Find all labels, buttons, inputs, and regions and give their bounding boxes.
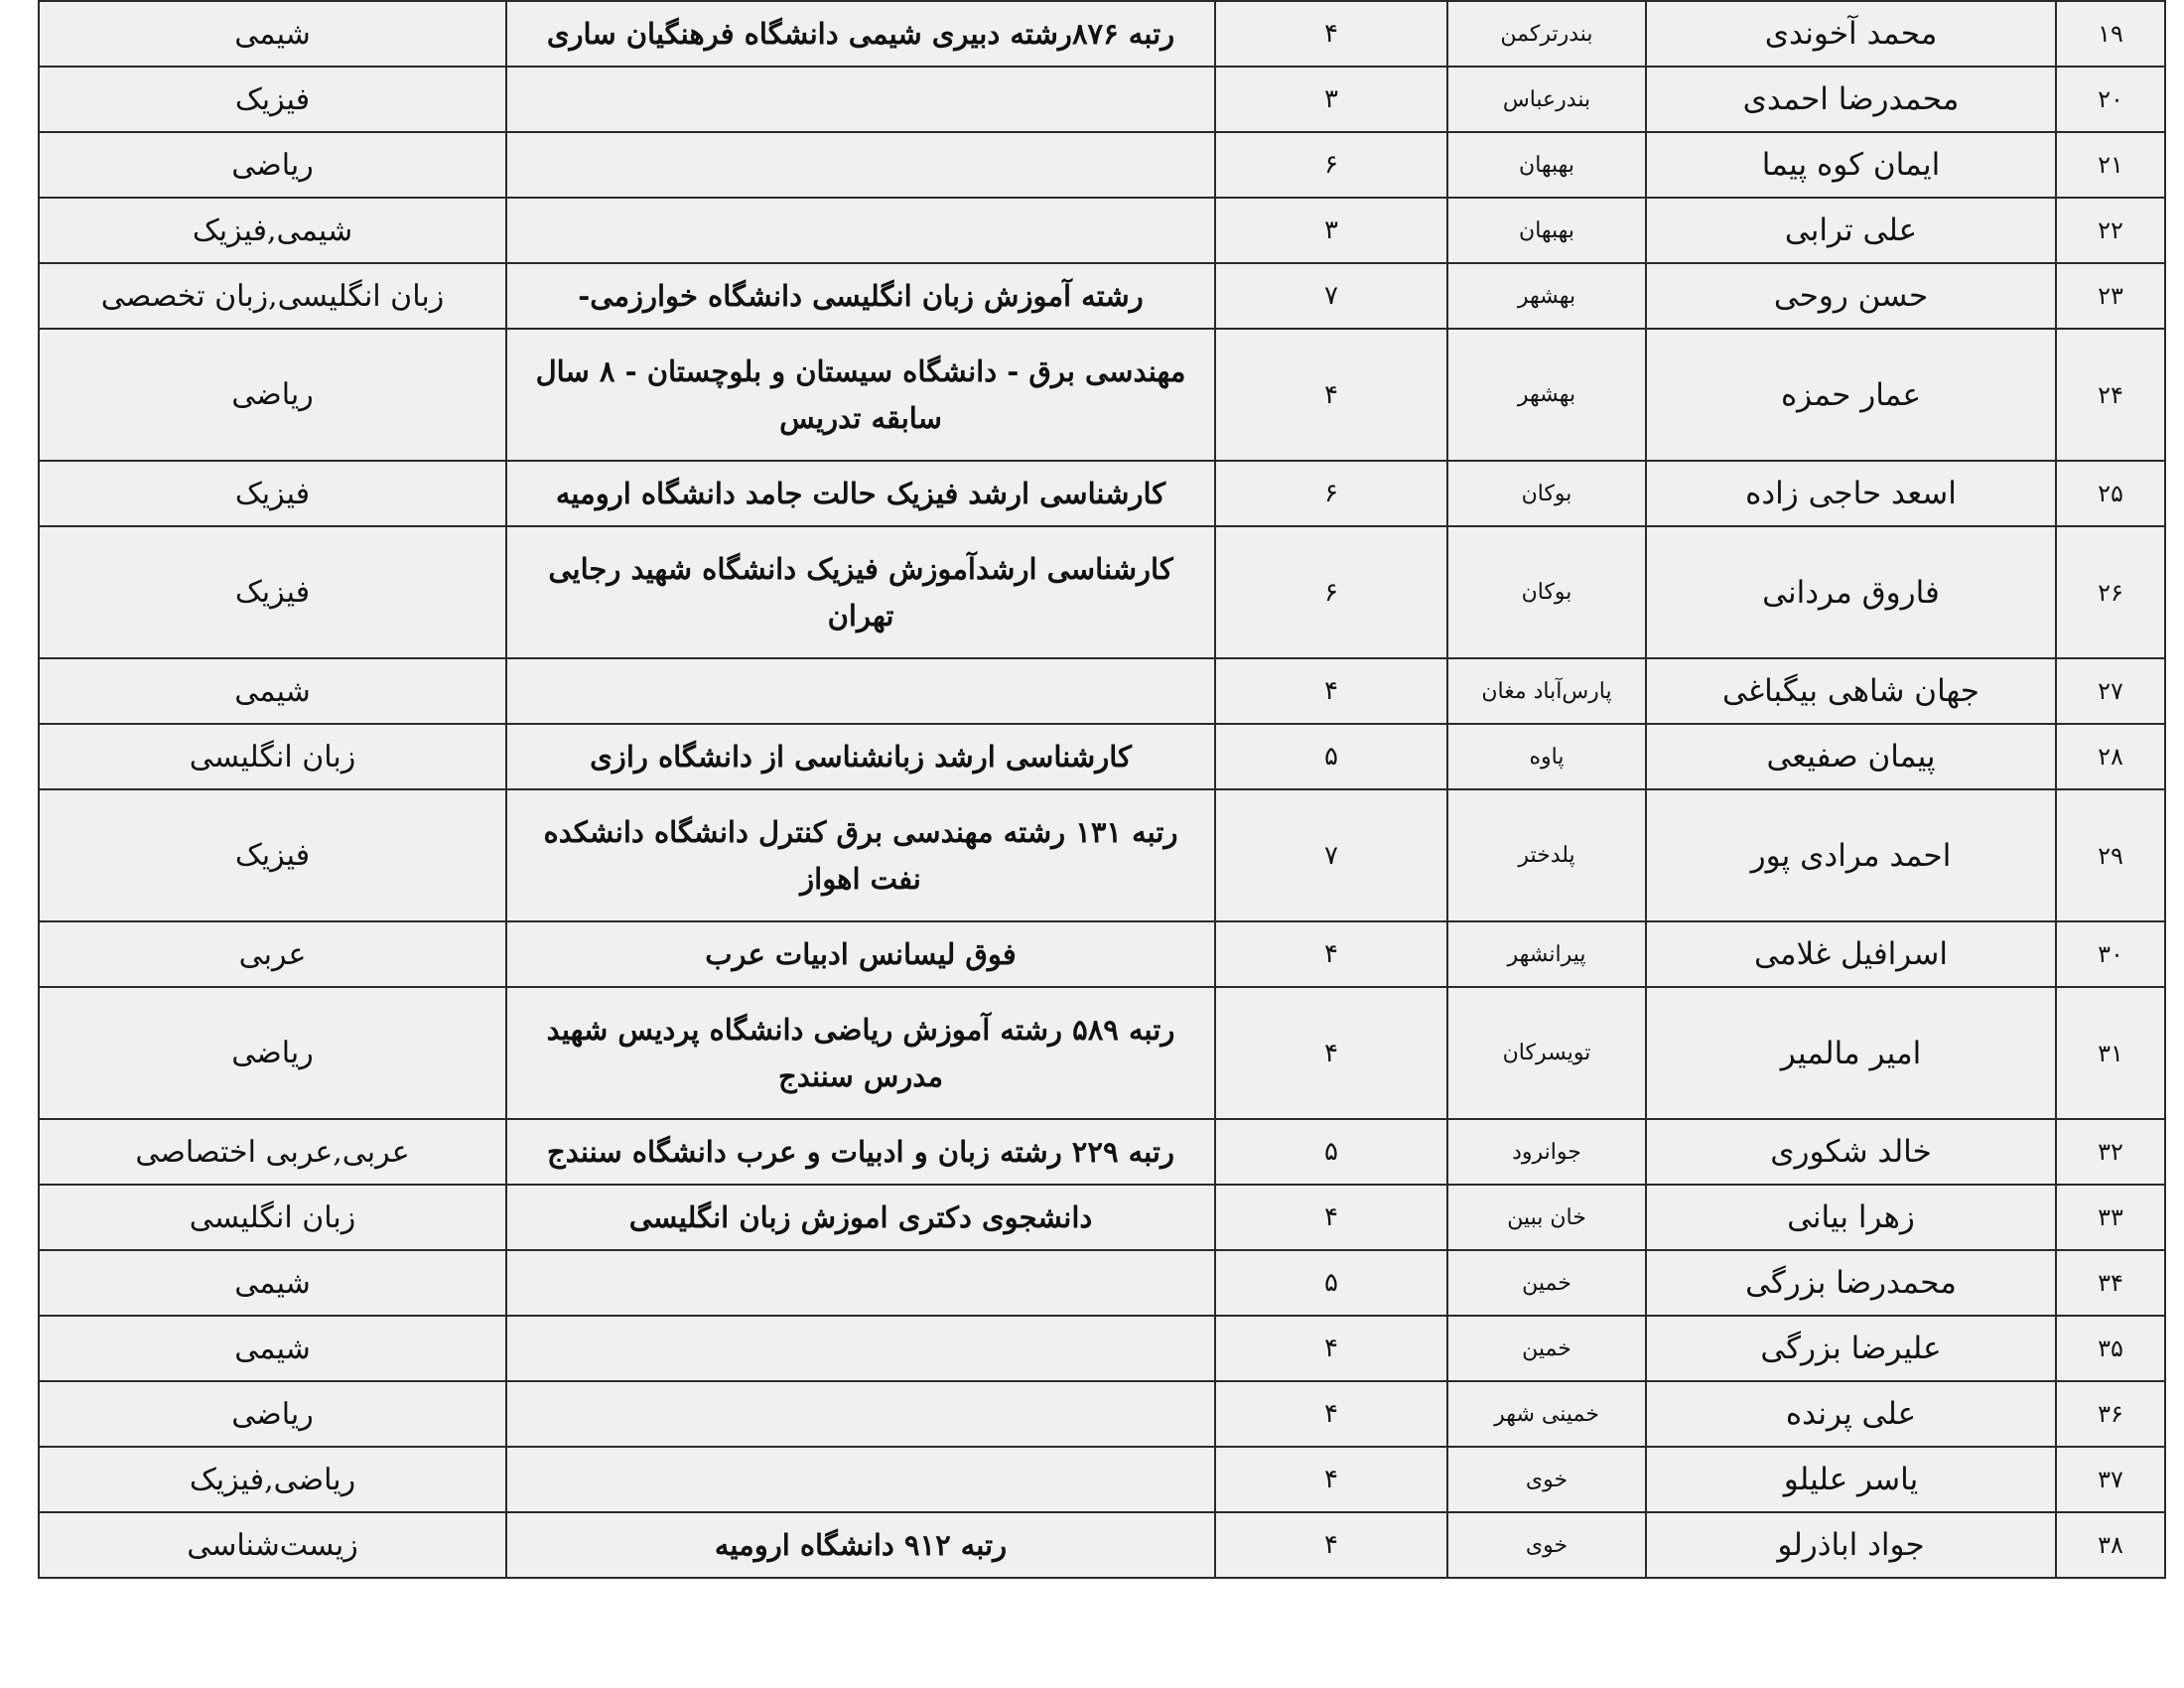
city-cell: خمین xyxy=(1447,1316,1646,1381)
city-cell: بندرترکمن xyxy=(1447,1,1646,67)
experience-years-cell: ۳ xyxy=(1215,198,1447,263)
experience-years-cell: ۴ xyxy=(1215,1512,1447,1578)
qualification-note-cell: فوق لیسانس ادبیات عرب xyxy=(506,921,1215,987)
row-number-cell: ۳۰ xyxy=(2056,921,2165,987)
city-cell: بوکان xyxy=(1447,461,1646,526)
table-row xyxy=(39,724,2165,789)
row-number-cell: ۲۰ xyxy=(2056,67,2165,132)
subject-cell: فیزیک xyxy=(39,526,506,658)
qualification-note-cell xyxy=(506,1381,1215,1447)
teacher-name-cell: اسعد حاجی زاده xyxy=(1646,461,2056,526)
row-number-cell: ۲۵ xyxy=(2056,461,2165,526)
table-row xyxy=(39,921,2165,987)
teacher-name-cell: علی پرنده xyxy=(1646,1381,2056,1447)
experience-years-cell: ۴ xyxy=(1215,921,1447,987)
teacher-name-cell: زهرا بیانی xyxy=(1646,1185,2056,1250)
row-number-cell: ۲۷ xyxy=(2056,658,2165,724)
qualification-note-cell: کارشناسی ارشدآموزش فیزیک دانشگاه شهید رجایی تهران xyxy=(506,526,1215,658)
table-row xyxy=(39,987,2165,1119)
qualification-note-cell: کارشناسی ارشد فیزیک حالت جامد دانشگاه ارومیه xyxy=(506,461,1215,526)
experience-years-cell: ۴ xyxy=(1215,1185,1447,1250)
row-number-cell: ۳۶ xyxy=(2056,1381,2165,1447)
table-row xyxy=(39,1381,2165,1447)
subject-cell: شیمی xyxy=(39,658,506,724)
subject-cell: ریاضی xyxy=(39,329,506,461)
row-number-cell: ۲۹ xyxy=(2056,789,2165,921)
subject-cell: زبان انگلیسی xyxy=(39,1185,506,1250)
city-cell: خوی xyxy=(1447,1512,1646,1578)
table-row xyxy=(39,461,2165,526)
qualification-note-cell: رتبه ۸۷۶رشته دبیری شیمی دانشگاه فرهنگیان ساری xyxy=(506,1,1215,67)
qualification-note-cell: رتبه ۹۱۲ دانشگاه ارومیه xyxy=(506,1512,1215,1578)
city-cell: بندرعباس xyxy=(1447,67,1646,132)
experience-years-cell: ۴ xyxy=(1215,1316,1447,1381)
subject-cell: شیمی xyxy=(39,1250,506,1316)
table-row xyxy=(39,1316,2165,1381)
qualification-note-cell xyxy=(506,67,1215,132)
city-cell: پیرانشهر xyxy=(1447,921,1646,987)
teacher-name-cell: امیر مالمیر xyxy=(1646,987,2056,1119)
table-row xyxy=(39,1447,2165,1512)
row-number-cell: ۲۱ xyxy=(2056,132,2165,198)
table-row xyxy=(39,1250,2165,1316)
table-row xyxy=(39,658,2165,724)
subject-cell: زیست‌شناسی xyxy=(39,1512,506,1578)
experience-years-cell: ۴ xyxy=(1215,987,1447,1119)
qualification-note-cell: دانشجوی دکتری اموزش زبان انگلیسی xyxy=(506,1185,1215,1250)
subject-cell: ریاضی xyxy=(39,132,506,198)
teacher-name-cell: اسرافیل غلامی xyxy=(1646,921,2056,987)
teacher-name-cell: علیرضا بزرگی xyxy=(1646,1316,2056,1381)
experience-years-cell: ۷ xyxy=(1215,789,1447,921)
subject-cell: ریاضی,فیزیک xyxy=(39,1447,506,1512)
teacher-name-cell: جهان شاهی بیگباغی xyxy=(1646,658,2056,724)
row-number-cell: ۲۲ xyxy=(2056,198,2165,263)
teacher-name-cell: محمد آخوندی xyxy=(1646,1,2056,67)
teacher-name-cell: یاسر علیلو xyxy=(1646,1447,2056,1512)
subject-cell: فیزیک xyxy=(39,461,506,526)
city-cell: خمینی شهر xyxy=(1447,1381,1646,1447)
subject-cell: شیمی xyxy=(39,1316,506,1381)
experience-years-cell: ۴ xyxy=(1215,1381,1447,1447)
city-cell: بهشهر xyxy=(1447,329,1646,461)
subject-cell: زبان انگلیسی xyxy=(39,724,506,789)
subject-cell: فیزیک xyxy=(39,789,506,921)
city-cell: بوکان xyxy=(1447,526,1646,658)
subject-cell: فیزیک xyxy=(39,67,506,132)
row-number-cell: ۲۶ xyxy=(2056,526,2165,658)
experience-years-cell: ۵ xyxy=(1215,1250,1447,1316)
teacher-table-body xyxy=(39,1,2165,1578)
table-row xyxy=(39,67,2165,132)
qualification-note-cell xyxy=(506,132,1215,198)
city-cell: خان ببین xyxy=(1447,1185,1646,1250)
qualification-note-cell xyxy=(506,658,1215,724)
city-cell: بهبهان xyxy=(1447,198,1646,263)
experience-years-cell: ۳ xyxy=(1215,67,1447,132)
teacher-name-cell: ایمان کوه پیما xyxy=(1646,132,2056,198)
teacher-name-cell: پیمان صفیعی xyxy=(1646,724,2056,789)
teacher-name-cell: حسن روحی xyxy=(1646,263,2056,329)
row-number-cell: ۳۴ xyxy=(2056,1250,2165,1316)
row-number-cell: ۳۱ xyxy=(2056,987,2165,1119)
subject-cell: ریاضی xyxy=(39,987,506,1119)
row-number-cell: ۳۲ xyxy=(2056,1119,2165,1185)
teacher-table xyxy=(38,0,2166,1579)
teacher-name-cell: خالد شکوری xyxy=(1646,1119,2056,1185)
table-row xyxy=(39,1119,2165,1185)
experience-years-cell: ۶ xyxy=(1215,132,1447,198)
city-cell: جوانرود xyxy=(1447,1119,1646,1185)
row-number-cell: ۳۸ xyxy=(2056,1512,2165,1578)
teacher-name-cell: محمدرضا بزرگی xyxy=(1646,1250,2056,1316)
subject-cell: زبان انگلیسی,زبان تخصصی xyxy=(39,263,506,329)
city-cell: بهشهر xyxy=(1447,263,1646,329)
table-row xyxy=(39,1185,2165,1250)
qualification-note-cell: رتبه ۱۳۱ رشته مهندسی برق کنترل دانشگاه دانشکده نفت اهواز xyxy=(506,789,1215,921)
teacher-name-cell: محمدرضا احمدی xyxy=(1646,67,2056,132)
qualification-note-cell: کارشناسی ارشد زبانشناسی از دانشگاه رازی xyxy=(506,724,1215,789)
city-cell: تویسرکان xyxy=(1447,987,1646,1119)
row-number-cell: ۳۳ xyxy=(2056,1185,2165,1250)
city-cell: بهبهان xyxy=(1447,132,1646,198)
subject-cell: شیمی,فیزیک xyxy=(39,198,506,263)
experience-years-cell: ۴ xyxy=(1215,1,1447,67)
city-cell: خوی xyxy=(1447,1447,1646,1512)
subject-cell: عربی xyxy=(39,921,506,987)
qualification-note-cell xyxy=(506,198,1215,263)
table-row xyxy=(39,198,2165,263)
experience-years-cell: ۶ xyxy=(1215,526,1447,658)
city-cell: پارس‌آباد مغان xyxy=(1447,658,1646,724)
qualification-note-cell xyxy=(506,1447,1215,1512)
table-row xyxy=(39,1512,2165,1578)
qualification-note-cell xyxy=(506,1316,1215,1381)
experience-years-cell: ۵ xyxy=(1215,1119,1447,1185)
qualification-note-cell: مهندسی برق - دانشگاه سیستان و بلوچستان - ۸ سال سابقه تدریس xyxy=(506,329,1215,461)
qualification-note-cell: رتبه ۲۲۹ رشته زبان و ادبیات و عرب دانشگاه سنندج xyxy=(506,1119,1215,1185)
experience-years-cell: ۶ xyxy=(1215,461,1447,526)
row-number-cell: ۱۹ xyxy=(2056,1,2165,67)
experience-years-cell: ۴ xyxy=(1215,329,1447,461)
table-row xyxy=(39,329,2165,461)
experience-years-cell: ۴ xyxy=(1215,1447,1447,1512)
subject-cell: عربی,عربی اختصاصی xyxy=(39,1119,506,1185)
qualification-note-cell xyxy=(506,1250,1215,1316)
subject-cell: ریاضی xyxy=(39,1381,506,1447)
subject-cell: شیمی xyxy=(39,1,506,67)
city-cell: خمین xyxy=(1447,1250,1646,1316)
teacher-name-cell: فاروق مردانی xyxy=(1646,526,2056,658)
qualification-note-cell: رتبه ۵۸۹ رشته آموزش ریاضی دانشگاه پردیس شهید مدرس سنندج xyxy=(506,987,1215,1119)
table-row xyxy=(39,789,2165,921)
row-number-cell: ۲۳ xyxy=(2056,263,2165,329)
city-cell: پلدختر xyxy=(1447,789,1646,921)
row-number-cell: ۳۷ xyxy=(2056,1447,2165,1512)
document-sheet xyxy=(38,0,2166,1579)
city-cell: پاوه xyxy=(1447,724,1646,789)
teacher-name-cell: عمار حمزه xyxy=(1646,329,2056,461)
qualification-note-cell: رشته آموزش زبان انگلیسی دانشگاه خوارزمی- xyxy=(506,263,1215,329)
teacher-name-cell: احمد مرادی پور xyxy=(1646,789,2056,921)
teacher-name-cell: علی ترابی xyxy=(1646,198,2056,263)
row-number-cell: ۲۸ xyxy=(2056,724,2165,789)
row-number-cell: ۳۵ xyxy=(2056,1316,2165,1381)
experience-years-cell: ۴ xyxy=(1215,658,1447,724)
table-row xyxy=(39,263,2165,329)
experience-years-cell: ۵ xyxy=(1215,724,1447,789)
table-row xyxy=(39,132,2165,198)
table-row xyxy=(39,1,2165,67)
teacher-name-cell: جواد اباذرلو xyxy=(1646,1512,2056,1578)
row-number-cell: ۲۴ xyxy=(2056,329,2165,461)
table-row xyxy=(39,526,2165,658)
experience-years-cell: ۷ xyxy=(1215,263,1447,329)
